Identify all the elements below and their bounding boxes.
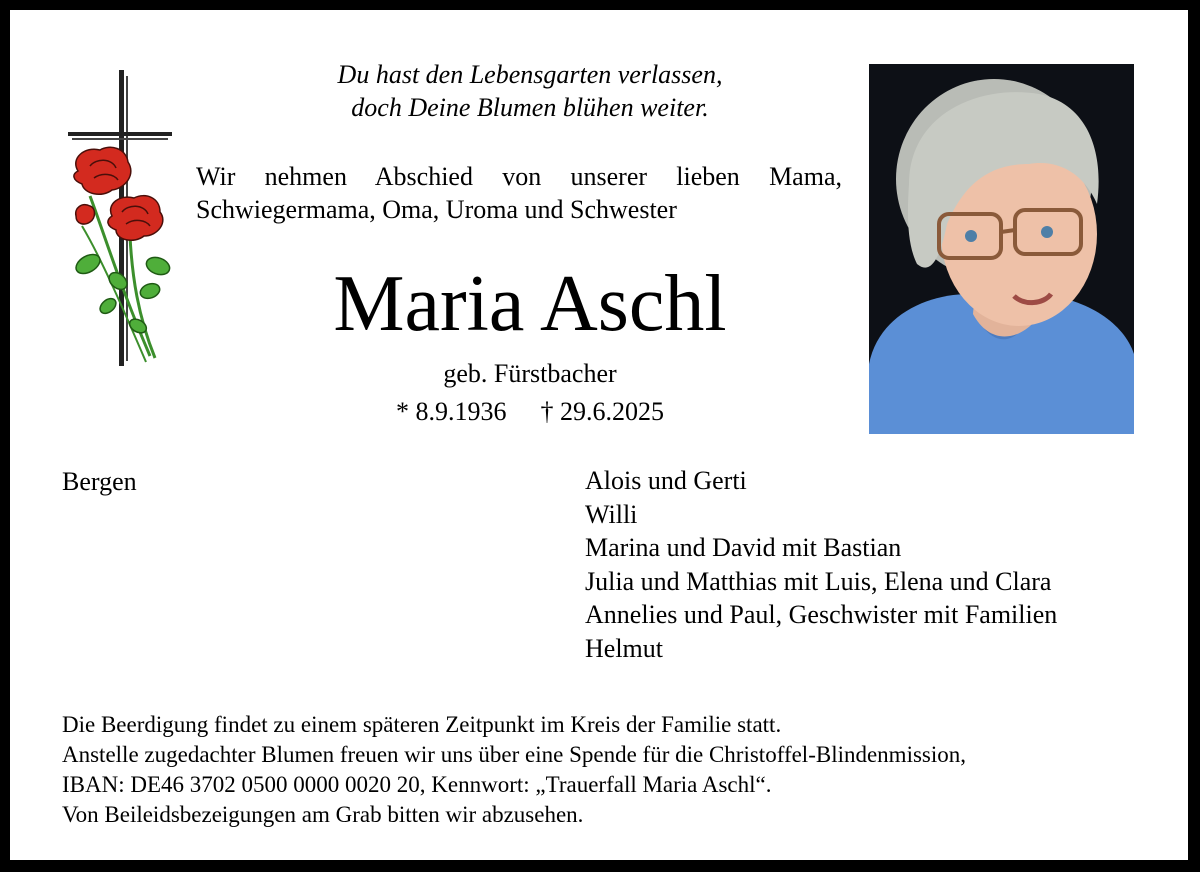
mourner-line: Marina und David mit Bastian <box>585 533 902 562</box>
place: Bergen <box>62 467 137 496</box>
notice-line: IBAN: DE46 3702 0500 0000 0020 20, Kennwort: „Trauerfall Maria Aschl“. <box>62 772 772 797</box>
death-date: † 29.6.2025 <box>540 397 664 426</box>
motto-line-1: Du hast den Lebensgarten verlassen, <box>337 60 723 89</box>
mourner-line: Alois und Gerti <box>585 466 747 495</box>
cross-with-roses-icon <box>60 66 180 371</box>
mourner-line: Willi <box>585 499 638 529</box>
birth-name: geb. Fürstbacher <box>443 359 617 388</box>
intro-text: Wir nehmen Abschied von unserer lieben Mama, Schwiegermama, Oma, Uroma und Schwester <box>196 162 842 224</box>
funeral-notice <box>62 710 966 830</box>
mourners-list <box>585 464 1057 665</box>
deceased-name: Maria Aschl <box>333 260 727 348</box>
obituary-card <box>10 10 1188 860</box>
mourner-line: Helmut <box>585 633 663 663</box>
mourner-line: Annelies und Paul, Geschwister mit Familien <box>585 600 1058 629</box>
birth-date: * 8.9.1936 <box>396 397 507 426</box>
notice-line: Von Beileidsbezeigungen am Grab bitten wir abzusehen. <box>62 802 584 827</box>
life-dates <box>200 396 860 428</box>
notice-line: Anstelle zugedachter Blumen freuen wir uns über eine Spende für die Christoffel-Blindenmission, <box>62 742 967 767</box>
motto <box>200 58 860 124</box>
motto-line-2: doch Deine Blumen blühen weiter. <box>351 93 709 122</box>
notice-line: Die Beerdigung findet zu einem späteren Zeitpunkt im Kreis der Familie statt. <box>62 712 782 737</box>
portrait-photo <box>869 64 1134 434</box>
portrait-illustration <box>869 64 1134 434</box>
mourner-line: Julia und Matthias mit Luis, Elena und Clara <box>585 566 1052 596</box>
